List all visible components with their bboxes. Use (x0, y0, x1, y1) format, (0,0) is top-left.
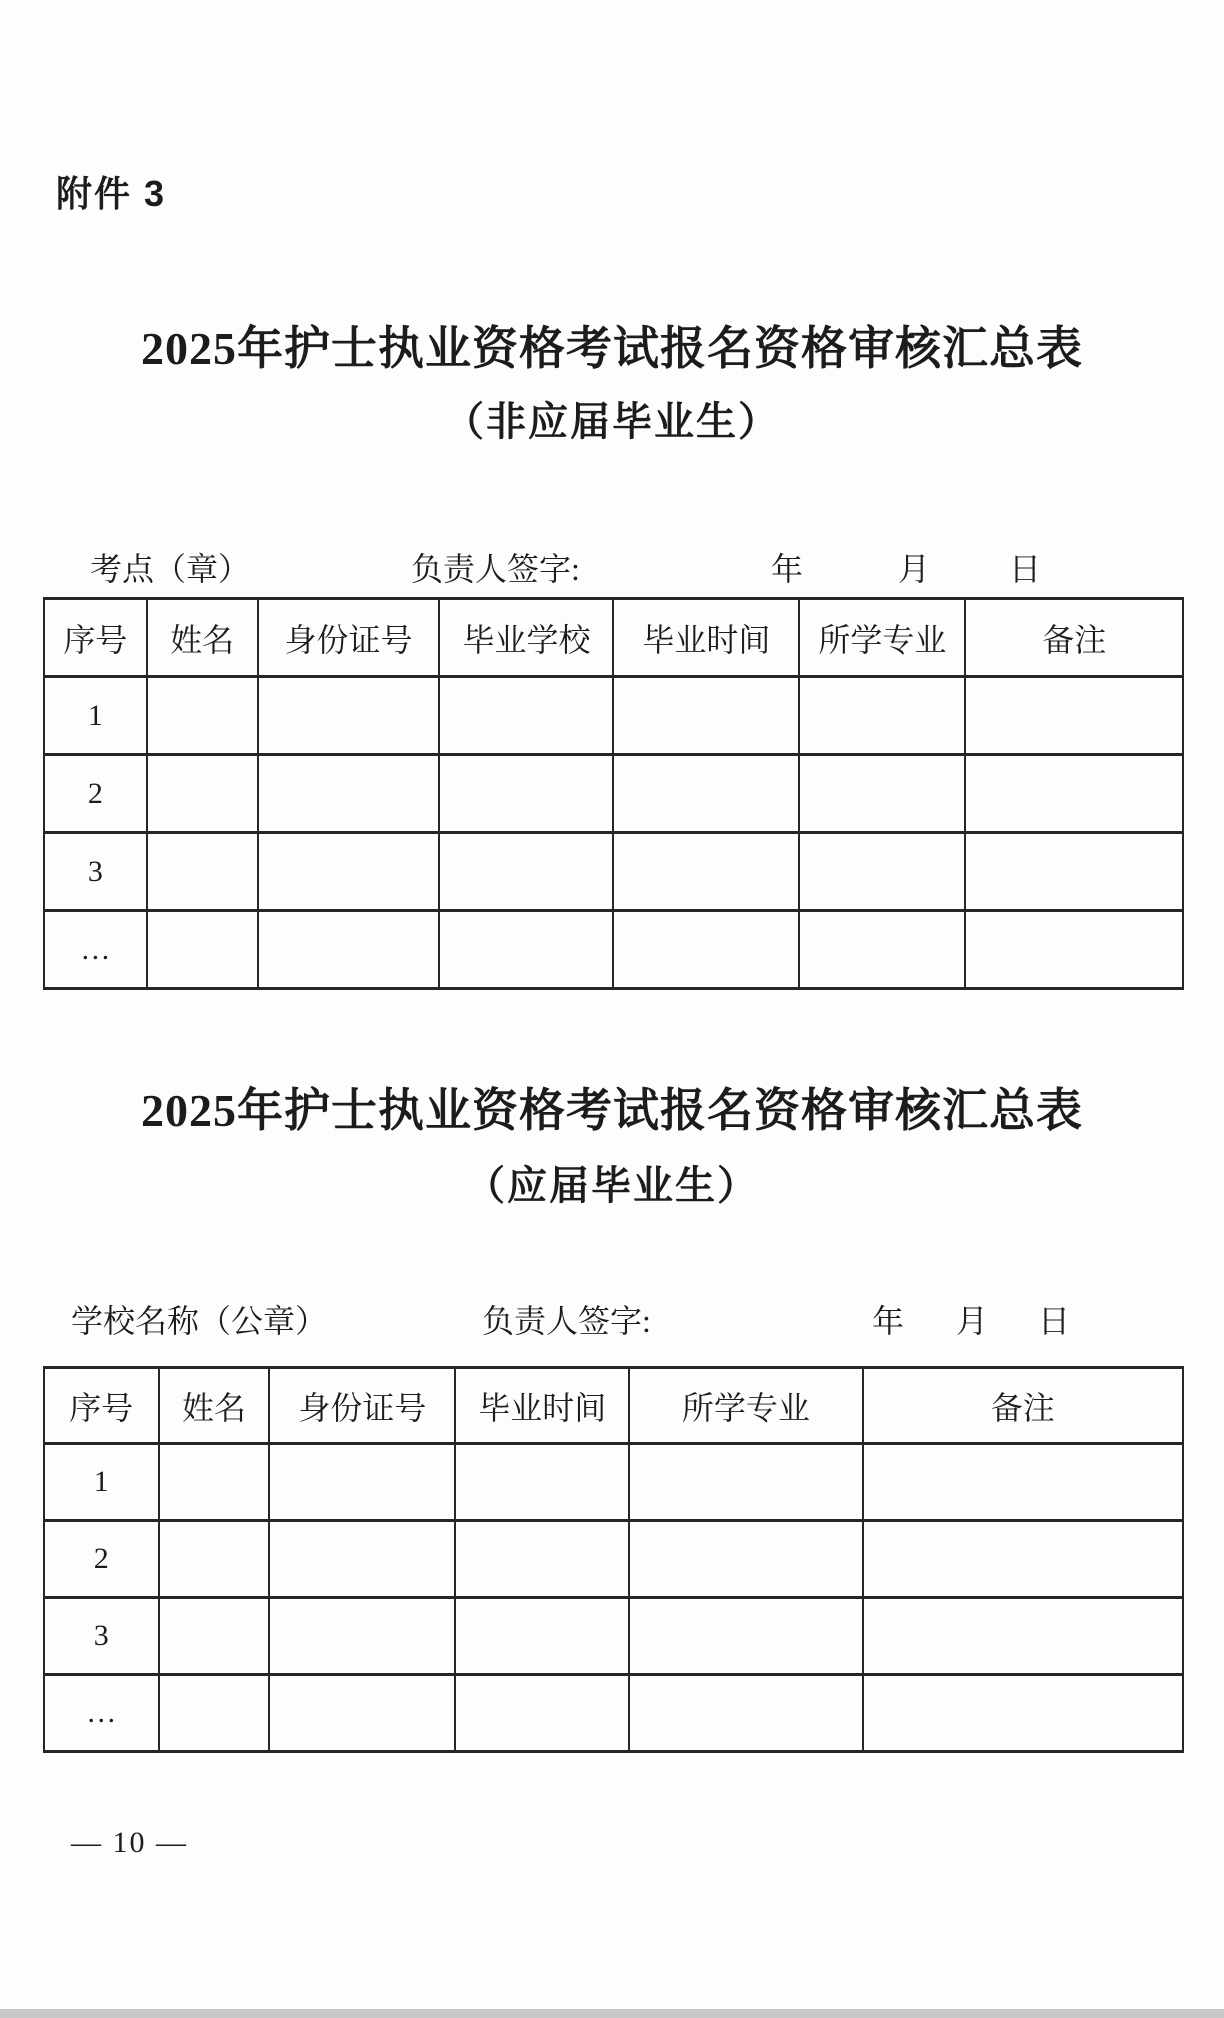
empty-cell (159, 1444, 270, 1521)
empty-cell (258, 677, 440, 755)
summary-title-current: 2025年护士执业资格考试报名资格审核汇总表 (141, 1085, 1083, 1136)
empty-cell (613, 911, 799, 989)
responsible-signature-label: 负责人签字: (411, 551, 580, 587)
day-label: 日 (1009, 551, 1042, 587)
table-row (44, 755, 1183, 833)
responsible-signature-label: 负责人签字: (482, 1303, 651, 1339)
empty-cell (965, 677, 1183, 755)
summary-title-non-current: 2025年护士执业资格考试报名资格审核汇总表 (141, 323, 1083, 374)
row-number-cell: 1 (44, 677, 147, 755)
row-number-cell: … (44, 1675, 159, 1752)
column-header-graduation-time: 毕业时间 (613, 599, 799, 677)
row-number-cell: 2 (44, 755, 147, 833)
table-row (44, 1521, 1183, 1598)
year-label: 年 (872, 1303, 905, 1339)
empty-cell (965, 911, 1183, 989)
column-header-name: 姓名 (159, 1368, 270, 1444)
empty-cell (439, 911, 613, 989)
table-row (44, 911, 1183, 989)
empty-cell (455, 1521, 629, 1598)
empty-cell (159, 1598, 270, 1675)
table-header-row (44, 1368, 1183, 1444)
table-row (44, 833, 1183, 911)
empty-cell (863, 1444, 1183, 1521)
column-header-school: 毕业学校 (439, 599, 613, 677)
empty-cell (799, 911, 965, 989)
empty-cell (258, 833, 440, 911)
row-number-cell: 3 (44, 833, 147, 911)
month-label: 月 (956, 1303, 989, 1339)
row-number-cell: 3 (44, 1598, 159, 1675)
empty-cell (863, 1675, 1183, 1752)
empty-cell (147, 833, 258, 911)
empty-cell (439, 677, 613, 755)
empty-cell (258, 911, 440, 989)
summary-subtitle-current: （应届毕业生） (465, 1163, 759, 1208)
empty-cell (159, 1675, 270, 1752)
column-header-remarks: 备注 (965, 599, 1183, 677)
day-label: 日 (1038, 1303, 1071, 1339)
empty-cell (455, 1598, 629, 1675)
column-header-remarks: 备注 (863, 1368, 1183, 1444)
empty-cell (965, 755, 1183, 833)
column-header-id-number: 身份证号 (269, 1368, 455, 1444)
row-number-cell: … (44, 911, 147, 989)
empty-cell (799, 833, 965, 911)
empty-cell (269, 1521, 455, 1598)
bottom-edge-bar (0, 2009, 1224, 2018)
empty-cell (613, 833, 799, 911)
table-header-row (44, 599, 1183, 677)
empty-cell (269, 1598, 455, 1675)
column-header-id-number: 身份证号 (258, 599, 440, 677)
empty-cell (439, 755, 613, 833)
column-header-major: 所学专业 (799, 599, 965, 677)
table-row (44, 677, 1183, 755)
empty-cell (629, 1675, 862, 1752)
empty-cell (863, 1521, 1183, 1598)
year-label: 年 (771, 551, 804, 587)
empty-cell (147, 911, 258, 989)
empty-cell (613, 677, 799, 755)
empty-cell (613, 755, 799, 833)
empty-cell (799, 677, 965, 755)
review-table-current (43, 1366, 1184, 1753)
empty-cell (269, 1675, 455, 1752)
empty-cell (455, 1444, 629, 1521)
column-header-graduation-time: 毕业时间 (455, 1368, 629, 1444)
empty-cell (799, 755, 965, 833)
table-row (44, 1675, 1183, 1752)
empty-cell (965, 833, 1183, 911)
empty-cell (258, 755, 440, 833)
empty-cell (159, 1521, 270, 1598)
school-name-seal-label: 学校名称（公章） (71, 1303, 328, 1339)
empty-cell (147, 755, 258, 833)
signature-line-current (0, 1296, 1224, 1339)
empty-cell (629, 1444, 862, 1521)
page-number: — 10 — (71, 1826, 188, 1859)
empty-cell (629, 1521, 862, 1598)
empty-cell (455, 1675, 629, 1752)
row-number-cell: 1 (44, 1444, 159, 1521)
summary-subtitle-non-current: （非应届毕业生） (444, 399, 780, 444)
empty-cell (629, 1598, 862, 1675)
empty-cell (439, 833, 613, 911)
attachment-label: 附件 3 (56, 173, 167, 214)
month-label: 月 (898, 551, 931, 587)
column-header-seq: 序号 (44, 599, 147, 677)
row-number-cell: 2 (44, 1521, 159, 1598)
exam-site-seal-label: 考点（章） (90, 551, 251, 587)
review-table-non-current (43, 597, 1184, 990)
empty-cell (863, 1598, 1183, 1675)
table-row (44, 1598, 1183, 1675)
column-header-major: 所学专业 (629, 1368, 862, 1444)
signature-line-non-current (0, 544, 1224, 587)
column-header-seq: 序号 (44, 1368, 159, 1444)
table-row (44, 1444, 1183, 1521)
empty-cell (147, 677, 258, 755)
empty-cell (269, 1444, 455, 1521)
column-header-name: 姓名 (147, 599, 258, 677)
